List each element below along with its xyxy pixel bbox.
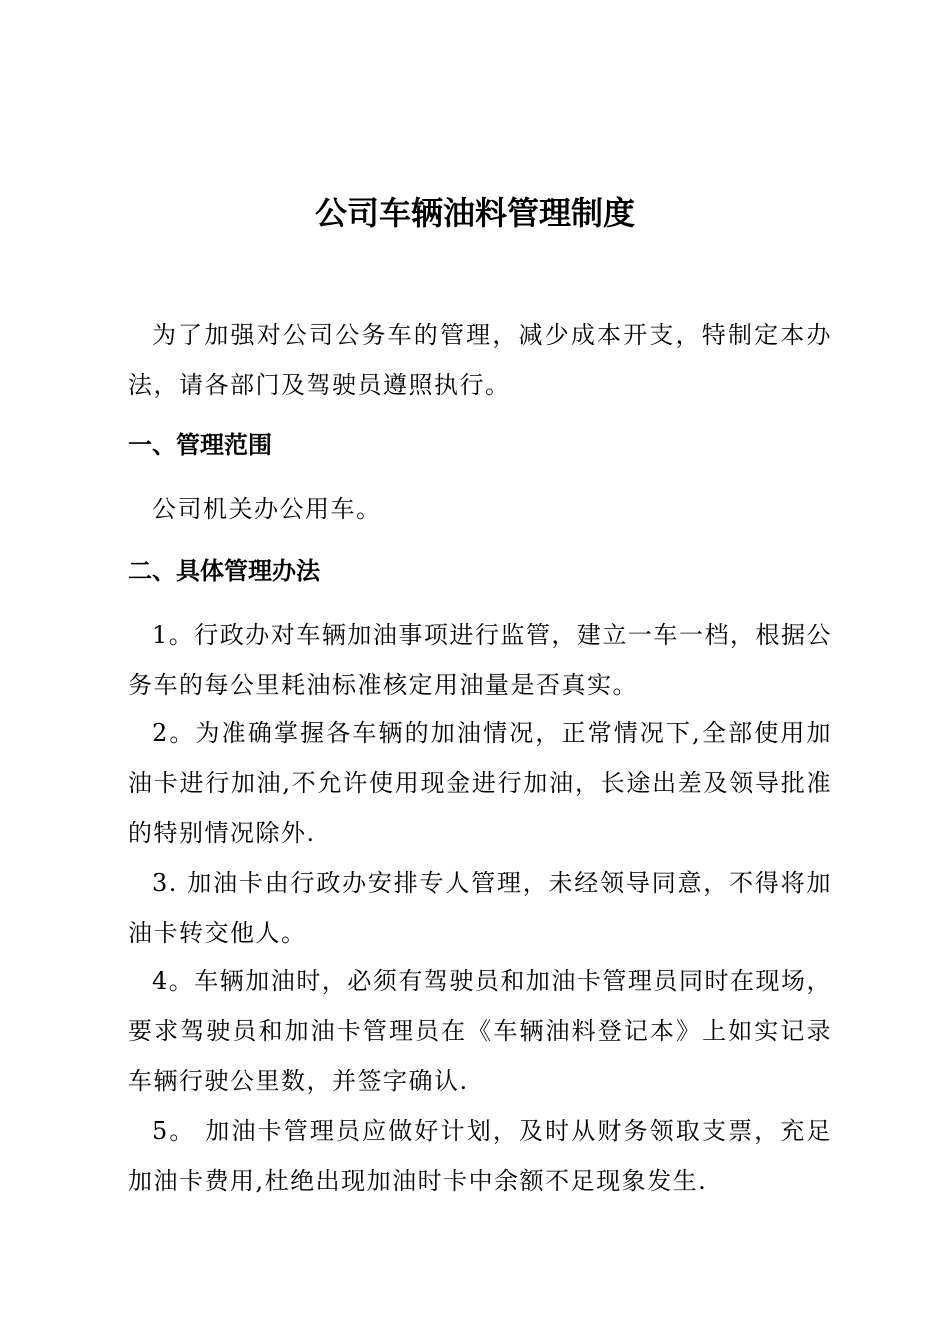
section-heading-measures: 二、具体管理办法	[128, 557, 320, 585]
measure-item-3: 3. 加油卡由行政办安排专人管理，未经领导同意，不得将加油卡转交他人。	[128, 869, 832, 947]
intro-paragraph: 为了加强对公司公务车的管理，减少成本开支，特制定本办法，请各部门及驾驶员遵照执行。	[128, 321, 832, 399]
document-title: 公司车辆油料管理制度	[314, 194, 635, 232]
measure-item-1: 1。行政办对车辆加油事项进行监管，建立一车一档，根据公务车的每公里耗油标准核定用油量是否真实。	[128, 621, 832, 699]
scope-paragraph: 公司机关办公用车。	[152, 495, 382, 523]
measure-item-2: 2。为准确掌握各车辆的加油情况，正常情况下,全部使用加油卡进行加油,不允许使用现金进行加油，长途出差及领导批准的特别情况除外.	[128, 719, 832, 847]
measure-item-4: 4。车辆加油时，必须有驾驶员和加油卡管理员同时在现场，要求驾驶员和加油卡管理员在《车辆油料登记本》上如实记录车辆行驶公里数，并签字确认.	[128, 967, 832, 1095]
measure-item-5: 5。 加油卡管理员应做好计划，及时从财务领取支票，充足加油卡费用,杜绝出现加油时卡中余额不足现象发生.	[128, 1117, 832, 1195]
section-heading-scope: 一、管理范围	[128, 431, 272, 459]
